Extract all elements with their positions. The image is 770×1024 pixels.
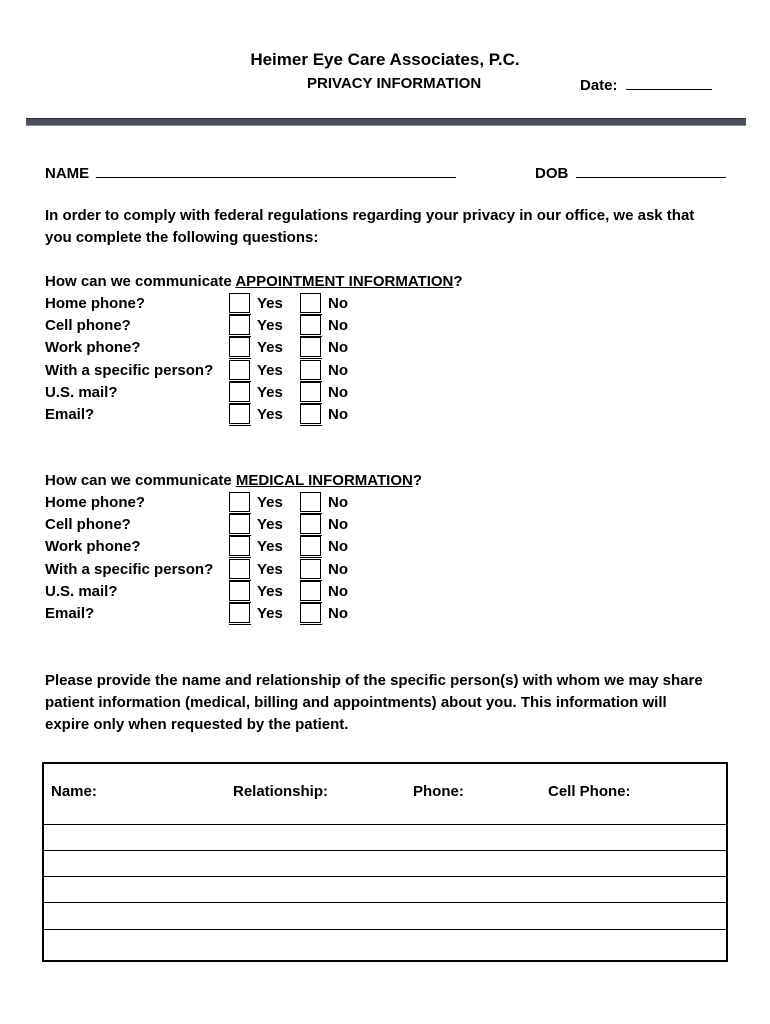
medical-no-checkbox[interactable] — [300, 581, 321, 601]
appointment-yes-checkbox[interactable] — [229, 337, 250, 357]
medical-yes-checkbox[interactable] — [229, 492, 250, 512]
table-header-relationship: Relationship: — [233, 783, 329, 800]
contact-instructions-line-1: Please provide the name and relationship of the specific person(s) with whom we may share — [45, 672, 703, 689]
medical-question-topic: MEDICAL INFORMATION — [235, 472, 413, 489]
appointment-no-checkbox[interactable] — [300, 404, 321, 424]
intro-text-line-2: you complete the following questions: — [45, 229, 319, 246]
intro-text-line-1: In order to comply with federal regulations regarding your privacy in our office, we ask that — [45, 207, 695, 224]
appointment-yes-label: Yes — [257, 383, 283, 401]
company-name: Heimer Eye Care Associates, P.C. — [250, 50, 520, 69]
medical-yes-label: Yes — [257, 605, 283, 622]
medical-no-checkbox[interactable] — [300, 603, 321, 623]
appointment-yes-checkbox[interactable] — [229, 382, 250, 402]
medical-yes-checkbox[interactable] — [229, 514, 250, 534]
medical-no-label: No — [328, 494, 348, 511]
medical-no-label: No — [328, 516, 348, 534]
medical-option-label: With a specific person? — [45, 560, 214, 578]
medical-yes-label: Yes — [257, 516, 283, 534]
appointment-option-label: U.S. mail? — [45, 383, 118, 401]
appointment-no-checkbox[interactable] — [300, 293, 321, 313]
appointment-no-label: No — [328, 339, 348, 357]
appointment-yes-checkbox[interactable] — [229, 404, 250, 424]
appointment-no-label: No — [328, 317, 348, 335]
appointment-no-checkbox[interactable] — [300, 315, 321, 335]
appointment-no-label: No — [328, 406, 348, 423]
medical-question-suffix: ? — [412, 472, 422, 489]
appointment-option-label: Cell phone? — [45, 317, 131, 335]
medical-yes-checkbox[interactable] — [229, 559, 250, 579]
appointment-no-label: No — [328, 361, 348, 379]
appointment-no-label: No — [328, 295, 348, 312]
medical-option-label: Cell phone? — [45, 516, 131, 534]
appointment-yes-checkbox[interactable] — [229, 360, 250, 380]
medical-question — [45, 472, 422, 489]
table-header-cell-phone: Cell Phone: — [548, 783, 631, 800]
medical-option-label: Home phone? — [45, 494, 145, 511]
medical-no-label: No — [328, 560, 348, 578]
appointment-option-label: Email? — [45, 406, 95, 423]
table-row[interactable] — [44, 824, 726, 850]
medical-option-label: Email? — [45, 605, 95, 622]
medical-question-prefix: How can we communicate — [45, 472, 236, 489]
table-header-name: Name: — [51, 783, 97, 800]
medical-yes-checkbox[interactable] — [229, 603, 250, 623]
appointment-yes-label: Yes — [257, 295, 283, 312]
appointment-option-label: Home phone? — [45, 295, 145, 312]
appointment-question-suffix: ? — [453, 273, 463, 290]
medical-no-checkbox[interactable] — [300, 559, 321, 579]
medical-yes-label: Yes — [257, 538, 283, 556]
name-input-line[interactable] — [96, 163, 456, 178]
date-label: Date: — [580, 77, 618, 94]
appointment-yes-label: Yes — [257, 361, 283, 379]
name-field — [45, 163, 456, 182]
appointment-option-label: With a specific person? — [45, 361, 214, 379]
table-row[interactable] — [44, 876, 726, 902]
medical-yes-label: Yes — [257, 494, 283, 511]
medical-no-checkbox[interactable] — [300, 492, 321, 512]
appointment-yes-checkbox[interactable] — [229, 293, 250, 313]
appointment-yes-label: Yes — [257, 317, 283, 335]
table-row[interactable] — [44, 929, 726, 960]
appointment-option-label: Work phone? — [45, 339, 141, 357]
medical-no-label: No — [328, 582, 348, 600]
medical-no-label: No — [328, 605, 348, 622]
header-divider — [26, 118, 746, 126]
date-input-line[interactable] — [626, 75, 712, 90]
medical-no-checkbox[interactable] — [300, 536, 321, 556]
appointment-yes-label: Yes — [257, 339, 283, 357]
appointment-no-checkbox[interactable] — [300, 382, 321, 402]
medical-yes-checkbox[interactable] — [229, 581, 250, 601]
medical-no-checkbox[interactable] — [300, 514, 321, 534]
appointment-question-topic: APPOINTMENT INFORMATION — [235, 273, 454, 290]
appointment-no-label: No — [328, 383, 348, 401]
appointment-no-checkbox[interactable] — [300, 337, 321, 357]
dob-label: DOB — [535, 165, 569, 182]
dob-input-line[interactable] — [576, 163, 726, 178]
appointment-question — [45, 273, 463, 290]
table-header-phone: Phone: — [413, 783, 464, 800]
date-field — [580, 75, 712, 94]
table-row[interactable] — [44, 902, 726, 928]
medical-option-label: U.S. mail? — [45, 582, 118, 600]
contact-instructions-line-3: expire only when requested by the patient. — [45, 716, 349, 733]
appointment-no-checkbox[interactable] — [300, 360, 321, 380]
medical-yes-checkbox[interactable] — [229, 536, 250, 556]
contact-instructions-line-2: patient information (medical, billing and appointments) about you. This information will — [45, 694, 667, 711]
medical-option-label: Work phone? — [45, 538, 141, 556]
medical-no-label: No — [328, 538, 348, 556]
appointment-question-prefix: How can we communicate — [45, 273, 236, 290]
table-row[interactable] — [44, 850, 726, 876]
form-title: PRIVACY INFORMATION — [307, 75, 482, 92]
name-label: NAME — [45, 165, 90, 182]
appointment-yes-checkbox[interactable] — [229, 315, 250, 335]
medical-yes-label: Yes — [257, 560, 283, 578]
medical-yes-label: Yes — [257, 582, 283, 600]
contact-table — [42, 762, 728, 962]
dob-field — [535, 163, 726, 182]
appointment-yes-label: Yes — [257, 406, 283, 423]
